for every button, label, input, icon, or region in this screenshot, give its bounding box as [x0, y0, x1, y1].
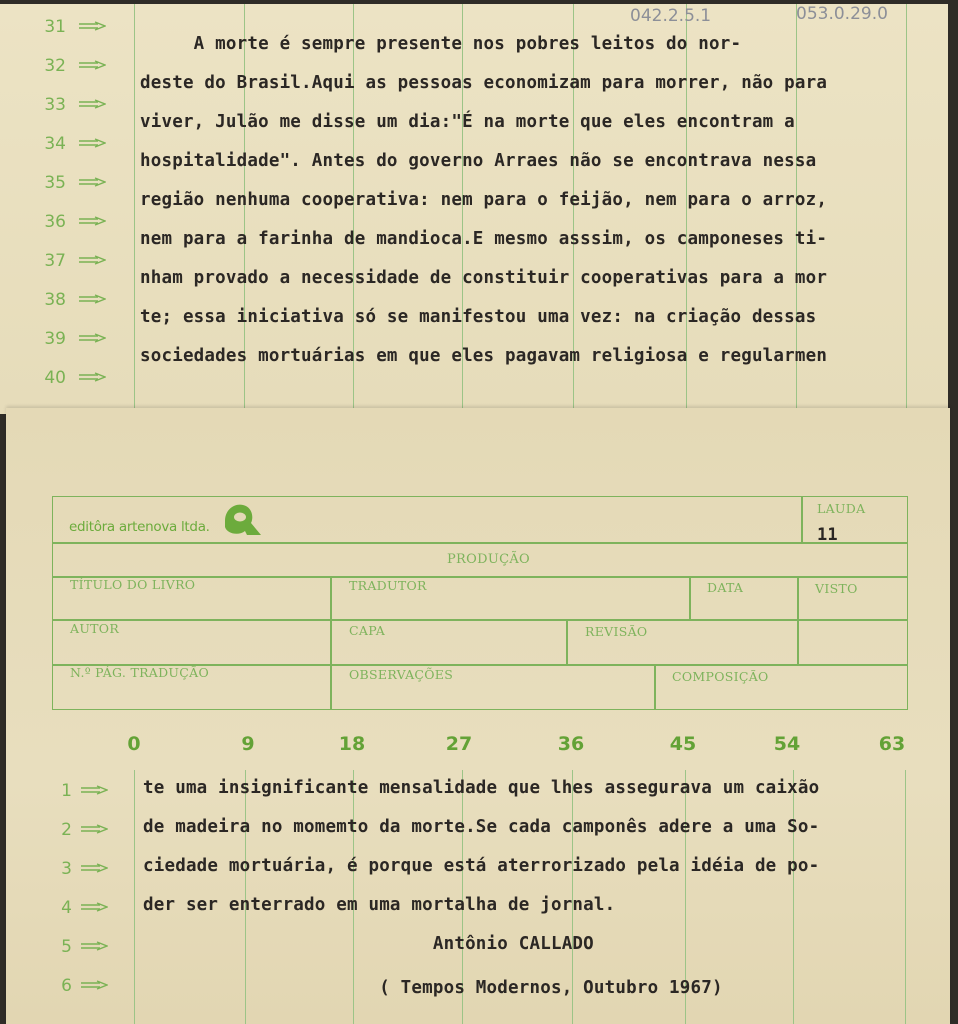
column-scale-number: 9 — [241, 733, 255, 755]
line-arrow-icon — [78, 138, 106, 148]
line-number: 32 — [44, 56, 66, 76]
line-number: 36 — [44, 212, 66, 232]
observacoes-label: OBSERVAÇÕES — [349, 667, 454, 682]
column-scale-number: 0 — [127, 733, 141, 755]
lauda-label: LAUDA — [817, 501, 866, 516]
line-arrow-icon — [78, 294, 106, 304]
margin-guide-line — [134, 770, 135, 1024]
data-label: DATA — [707, 580, 744, 595]
line-number: 6 — [61, 976, 72, 996]
form-rule — [330, 576, 332, 709]
line-arrow-icon — [80, 863, 108, 873]
line-number: 2 — [61, 820, 72, 840]
capa-label: CAPA — [349, 623, 386, 638]
line-number: 40 — [44, 368, 66, 388]
form-rule — [53, 542, 907, 544]
column-guide-line — [905, 770, 906, 1024]
line-number: 31 — [44, 17, 66, 37]
publisher-logo-icon — [221, 501, 265, 537]
typescript-page-top — [0, 4, 948, 414]
form-rule — [689, 576, 691, 619]
typed-line: der ser enterrado em uma mortalha de jornal. — [143, 895, 616, 915]
line-arrow-icon — [78, 21, 106, 31]
producao-label: PRODUÇÃO — [447, 552, 530, 567]
composicao-label: COMPOSIÇÃO — [672, 669, 769, 684]
autor-label: AUTOR — [70, 621, 120, 636]
typed-line: hospitalidade". Antes do governo Arraes não se encontrava nessa — [140, 151, 817, 171]
line-arrow-icon — [80, 824, 108, 834]
line-number: 35 — [44, 173, 66, 193]
line-number: 3 — [61, 859, 72, 879]
line-arrow-icon — [80, 941, 108, 951]
line-arrow-icon — [78, 333, 106, 343]
typed-line: viver, Julão me disse um dia:"É na morte que eles encontram a — [140, 112, 795, 132]
typed-line: te uma insignificante mensalidade que lhes assegurava um caixão — [143, 778, 820, 798]
line-number: 38 — [44, 290, 66, 310]
typed-line: nham provado a necessidade de constituir cooperativas para a mor — [140, 268, 828, 288]
column-scale-number: 54 — [773, 733, 801, 755]
line-arrow-icon — [80, 785, 108, 795]
line-number: 34 — [44, 134, 66, 154]
column-scale-number: 63 — [878, 733, 906, 755]
typed-line: te; essa iniciativa só se manifestou uma vez: na criação dessas — [140, 307, 817, 327]
line-arrow-icon — [80, 980, 108, 990]
typescript-page-bottom — [6, 408, 950, 1024]
source-citation-line: ( Tempos Modernos, Outubro 1967) — [143, 978, 723, 998]
typed-line: A morte é sempre presente nos pobres leitos do nor- — [140, 34, 742, 54]
form-rule — [797, 576, 799, 664]
production-form — [52, 496, 908, 710]
form-rule — [801, 497, 803, 542]
column-scale-number: 36 — [557, 733, 585, 755]
line-number: 5 — [61, 937, 72, 957]
typed-line: nem para a farinha de mandioca.E mesmo asssim, os camponeses ti- — [140, 229, 828, 249]
tradutor-label: TRADUTOR — [349, 578, 427, 593]
line-number: 39 — [44, 329, 66, 349]
typed-line: deste do Brasil.Aqui as pessoas economizam para morrer, não para — [140, 73, 828, 93]
column-scale-number: 45 — [669, 733, 697, 755]
line-arrow-icon — [80, 902, 108, 912]
revisao-label: REVISÃO — [585, 624, 648, 639]
titulo-label: TÍTULO DO LIVRO — [70, 577, 196, 592]
line-arrow-icon — [78, 99, 106, 109]
typed-line: de madeira no momemto da morte.Se cada camponês adere a uma So- — [143, 817, 820, 837]
typed-line: sociedades mortuárias em que eles pagavam religiosa e regularmen — [140, 346, 828, 366]
reference-code: 042.2.5.1 — [630, 6, 712, 26]
line-arrow-icon — [78, 216, 106, 226]
pagina-traducao-label: N.º PÁG. TRADUÇÃO — [70, 665, 210, 680]
column-scale-number: 27 — [445, 733, 473, 755]
line-arrow-icon — [78, 60, 106, 70]
column-guide-line — [906, 4, 907, 414]
visto-label: VISTO — [815, 581, 858, 596]
line-arrow-icon — [78, 177, 106, 187]
line-number: 37 — [44, 251, 66, 271]
line-number: 4 — [61, 898, 72, 918]
lauda-value: 11 — [817, 525, 838, 545]
line-arrow-icon — [78, 372, 106, 382]
line-number: 1 — [61, 781, 72, 801]
form-rule — [654, 664, 656, 709]
line-number: 33 — [44, 95, 66, 115]
publisher-name: editôra artenova ltda. — [69, 519, 210, 535]
typed-line: região nenhuma cooperativa: nem para o feijão, nem para o arroz, — [140, 190, 828, 210]
author-signature-line: Antônio CALLADO — [143, 934, 594, 954]
column-guide-line — [793, 770, 794, 1024]
line-arrow-icon — [78, 255, 106, 265]
typed-line: ciedade mortuária, é porque está aterrorizado pela idéia de po- — [143, 856, 820, 876]
form-rule — [53, 619, 907, 621]
column-scale-number: 18 — [338, 733, 366, 755]
reference-code: 053.0.29.0 — [796, 4, 888, 24]
form-rule — [566, 619, 568, 664]
margin-guide-line — [134, 4, 135, 414]
